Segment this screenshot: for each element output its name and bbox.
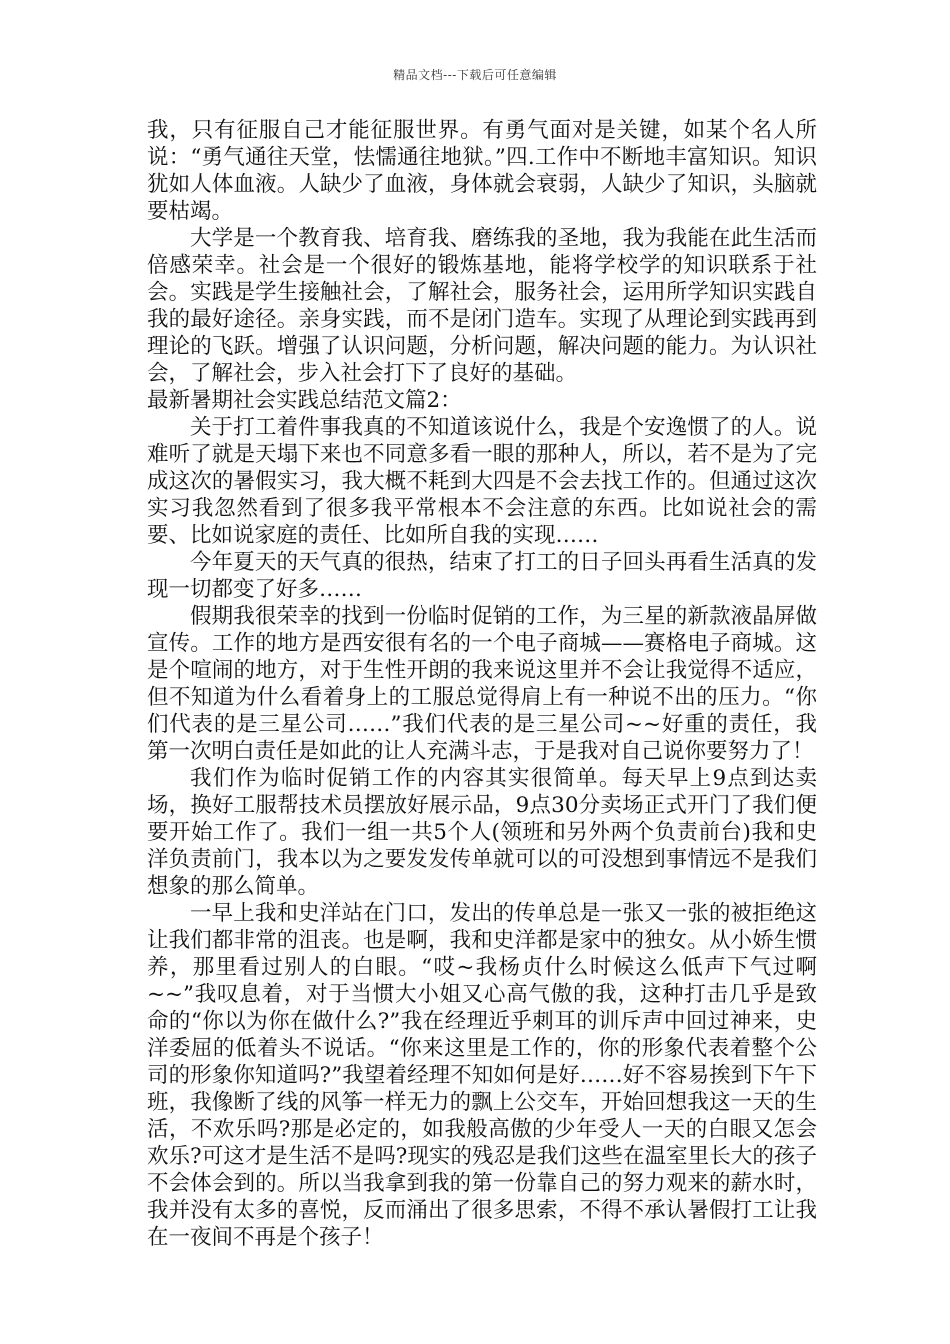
paragraph: 假期我很荣幸的找到一份临时促销的工作，为三星的新款液晶屏做宣传。工作的地方是西安很有名的一个电子商城——赛格电子商城。这是个喧闹的地方，对于生性开朗的我来说这里并不会让我觉得不适应，但不知道为什么看着身上的工服总觉得肩上有一种说不出的压力。“你们代表的是三星公司……”我们代表的是三星公司~~好重的责任，我第一次明白责任是如此的让人充满斗志，于是我对自己说你要努力了！ <box>147 604 817 764</box>
paragraph: 今年夏天的天气真的很热，结束了打工的日子回头再看生活真的发现一切都变了好多…… <box>147 550 817 602</box>
paragraph: 我，只有征服自己才能征服世界。有勇气面对是关键，如某个名人所说：“勇气通往天堂，怯懦通往地狱。”四.工作中不断地丰富知识。知识犹如人体血液。人缺少了血液，身体就会衰弱，人缺少了知识，头脑就要枯竭。 <box>147 118 817 224</box>
paragraph: 大学是一个教育我、培育我、磨练我的圣地，我为我能在此生活而倍感荣幸。社会是一个很好的锻炼基地，能将学校学的知识联系于社会。实践是学生接触社会，了解社会，服务社会，运用所学知识实践自我的最好途径。亲身实践，而不是闭门造车。实现了从理论到实践再到理论的飞跃。增强了认识问题，分析问题，解决问题的能力。为认识社会，了解社会，步入社会打下了良好的基础。 <box>147 226 817 386</box>
paragraph: 我们作为临时促销工作的内容其实很简单。每天早上9点到达卖场，换好工服帮技术员摆放好展示品，9点30分卖场正式开门了我们便要开始工作了。我们一组一共5个人(领班和另外两个负责前台)我和史洋负责前门，我本以为之要发发传单就可以的可没想到事情远不是我们想象的那么简单。 <box>147 766 817 899</box>
section-heading: 最新暑期社会实践总结范文篇2： <box>147 388 462 413</box>
document-body <box>147 117 817 1251</box>
paragraph: 一早上我和史洋站在门口，发出的传单总是一张又一张的被拒绝这让我们都非常的沮丧。也是啊，我和史洋都是家中的独女。从小娇生惯养，那里看过别人的白眼。“哎~我杨贞什么时候这么低声下气过啊~~”我叹息着，对于当惯大小姐又心高气傲的我，这种打击几乎是致命的“你以为你在做什么?”我在经理近乎刺耳的训斥声中回过神来，史洋委屈的低着头不说话。“你来这里是工作的，你的形象代表着整个公司的形象你知道吗?”我望着经理不知如何是好……好不容易挨到下午下班，我像断了线的风筝一样无力的飘上公交车，开始回想我这一天的生活，不欢乐吗?那是必定的，如我般高傲的少年受人一天的白眼又怎会欢乐?可这才是生活不是吗?现实的残忍是我们这些在温室里长大的孩子不会体会到的。所以当我拿到我的第一份靠自己的努力观来的薪水时，我并没有太多的喜悦，反而涌出了很多思索，不得不承认暑假打工让我在一夜间不再是个孩子！ <box>147 901 817 1250</box>
page-header: 精品文档---下载后可任意编辑 <box>393 68 557 82</box>
paragraph: 关于打工着件事我真的不知道该说什么，我是个安逸惯了的人。说难听了就是天塌下来也不同意多看一眼的那种人，所以，若不是为了完成这次的暑假实习，我大概不耗到大四是不会去找工作的。但通过这次实习我忽然看到了很多我平常根本不会注意的东西。比如说社会的需要、比如说家庭的责任、比如所自我的实现…… <box>147 415 817 548</box>
